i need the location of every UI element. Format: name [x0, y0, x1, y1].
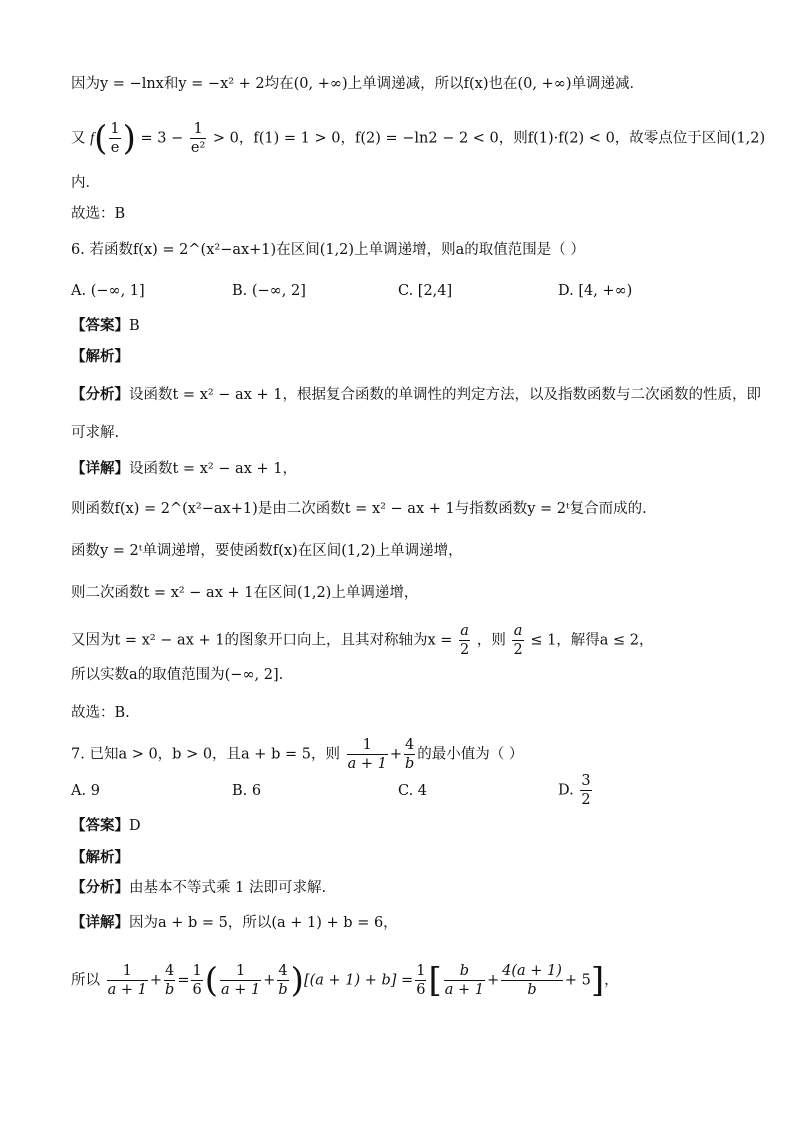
text: 的最小值为（ ）: [417, 746, 524, 763]
denominator: 2: [513, 642, 523, 658]
q6-option-c: C. [2,4]: [398, 283, 453, 299]
text-line: 函数y = 2ᵗ单调递增，要使函数f(x)在区间(1,2)上单调递增，: [71, 543, 463, 559]
analysis-text: 设函数t = x² − ax + 1，根据复合函数的单调性的判定方法，以及指数函数与二次函数的性质，即: [129, 387, 761, 403]
q6-answer-line: [71, 315, 734, 337]
fraction-4-over-b: [277, 962, 288, 999]
numerator: b: [444, 962, 485, 981]
detail-text: 设函数t = x² − ax + 1，: [129, 461, 297, 477]
text: ，则: [476, 632, 506, 649]
answer-value: B: [129, 318, 140, 334]
bracket-open: [: [428, 960, 442, 1001]
fraction-4-over-b: [164, 962, 175, 999]
analysis-tag: 【分析】: [71, 386, 129, 403]
text: 又因为t = x² − ax + 1的图象开口向上，且其对称轴为x =: [71, 632, 453, 649]
math: > 0: [212, 130, 239, 147]
denominator: b: [404, 756, 415, 772]
fraction-1-over-e: [109, 120, 120, 157]
math: [(a + 1) + b] =: [303, 972, 414, 989]
paren-close: ): [290, 960, 304, 1001]
question-6: 6. 若函数f(x) = 2^(x²−ax+1)在区间(1,2)上单调递增，则a的取值范围是（ ）: [71, 242, 585, 258]
denominator: 2: [460, 642, 470, 658]
q6-option-d: D. [4, +∞): [558, 283, 633, 299]
text: ，f(1) = 1 > 0，f(2) = −ln2 − 2 < 0，则f(1)·f(2) < 0，故零点位于区间(1,2): [238, 130, 766, 147]
numerator: 1: [192, 963, 202, 979]
fraction-1-over-a-plus-1: [107, 962, 148, 999]
fraction-3-over-2: [580, 772, 591, 809]
numerator: 1: [190, 120, 206, 139]
numerator: 1: [416, 963, 426, 979]
plus: +: [389, 746, 402, 763]
fraction-1-over-6: [191, 962, 202, 999]
numerator: 4: [165, 963, 175, 979]
fraction-1-over-a-plus-1: [220, 962, 261, 999]
numerator: a: [513, 623, 523, 639]
text-line: 故选：B.: [71, 705, 130, 721]
fraction-1-over-6: [415, 962, 426, 999]
text: 7. 已知a > 0，b > 0，且a + b = 5，则: [71, 746, 340, 763]
text-line: 所以实数a的取值范围为(−∞, 2].: [71, 667, 284, 683]
detail-tag: 【详解】: [71, 460, 129, 477]
fraction-1-over-a-plus-1: [347, 736, 388, 773]
math: f: [90, 130, 95, 147]
question-7: [71, 736, 734, 773]
q7-analysis-line: [71, 877, 734, 899]
text: 所以: [71, 972, 100, 989]
plus: +: [149, 972, 163, 989]
answer-tag: 【答案】: [71, 317, 129, 334]
q6-jiexi-tag: 【解析】: [71, 348, 129, 365]
numerator: 1: [110, 121, 120, 137]
q6-detail-line: [71, 458, 734, 480]
text-line-with-fractions: [71, 622, 734, 659]
math: + 5: [564, 972, 591, 989]
denominator: a + 1: [107, 982, 147, 998]
bracket-close: ]: [590, 960, 605, 1001]
text: ≤ 1，解得a ≤ 2，: [530, 632, 654, 649]
denominator: 6: [192, 982, 202, 998]
detail-tag: 【详解】: [71, 914, 129, 931]
numerator: a: [460, 623, 469, 639]
detail-text: 因为a + b = 5，所以(a + 1) + b = 6，: [129, 915, 398, 931]
fraction-a-over-2: [459, 622, 470, 659]
q7-option-a: A. 9: [71, 783, 100, 799]
analysis-text: 由基本不等式乘 1 法即可求解.: [129, 880, 327, 896]
numerator: 1: [107, 962, 148, 981]
fraction-4-over-b: [404, 736, 415, 773]
fraction-b-over-a-plus-1: [444, 962, 485, 999]
numerator: 4: [405, 737, 415, 753]
denominator: a + 1: [347, 756, 387, 772]
denominator: b: [527, 982, 537, 998]
fraction-a-over-2: [512, 622, 523, 659]
text-line: 则二次函数t = x² − ax + 1在区间(1,2)上单调递增，: [71, 585, 419, 601]
denominator: a + 1: [444, 982, 484, 998]
q7-answer-line: [71, 815, 734, 837]
numerator: 1: [347, 736, 388, 755]
q6-option-b: B. (−∞, 2]: [232, 283, 306, 299]
paren-close: ): [122, 118, 136, 159]
fraction-1-over-e2: [190, 120, 206, 157]
denominator: b: [165, 982, 175, 998]
text-line: 则函数f(x) = 2^(x²−ax+1)是由二次函数t = x² − ax + 1与指数函数y = 2ᵗ复合而成的.: [71, 501, 647, 517]
analysis-tag: 【分析】: [71, 879, 129, 896]
denominator: 2: [581, 792, 591, 808]
option-label: D.: [558, 782, 574, 799]
numerator: 1: [220, 962, 261, 981]
q6-analysis-line: [71, 384, 761, 406]
plus: +: [263, 972, 276, 989]
q7-detail-line: [71, 912, 734, 934]
fraction-4-a-plus-1-over-b: [501, 962, 563, 999]
denominator: b: [278, 982, 288, 998]
text-line: 故选：B: [71, 206, 126, 222]
paren-open: (: [94, 118, 108, 159]
denominator: e²: [190, 140, 206, 156]
answer-value: D: [129, 818, 141, 834]
answer-tag: 【答案】: [71, 817, 129, 834]
q7-equation-line: [71, 962, 734, 999]
paren-open: (: [204, 960, 218, 1001]
denominator: e: [110, 140, 120, 156]
text: ，: [604, 972, 619, 989]
numerator: 3: [581, 773, 591, 789]
q7-option-c: C. 4: [398, 783, 428, 799]
q7-option-b: B. 6: [232, 783, 262, 799]
equals: =: [177, 972, 190, 989]
text-line: 内．: [71, 175, 100, 191]
math: = 3 −: [140, 130, 184, 147]
plus: +: [486, 972, 500, 989]
q7-jiexi-tag: 【解析】: [71, 849, 129, 866]
numerator: 4(a + 1): [502, 963, 562, 979]
q6-option-a: A. (−∞, 1]: [71, 283, 145, 299]
numerator: 4: [278, 963, 288, 979]
denominator: 6: [416, 982, 426, 998]
text-line: 因为y = −lnx和y = −x² + 2均在(0, +∞)上单调递减，所以f(x)也在(0, +∞)单调递减．: [71, 76, 644, 92]
q7-option-d: [558, 772, 594, 809]
denominator: a + 1: [220, 982, 261, 998]
text-line-with-fractions: [71, 118, 766, 159]
text-line: 可求解.: [71, 425, 120, 441]
text: 又: [71, 130, 86, 147]
